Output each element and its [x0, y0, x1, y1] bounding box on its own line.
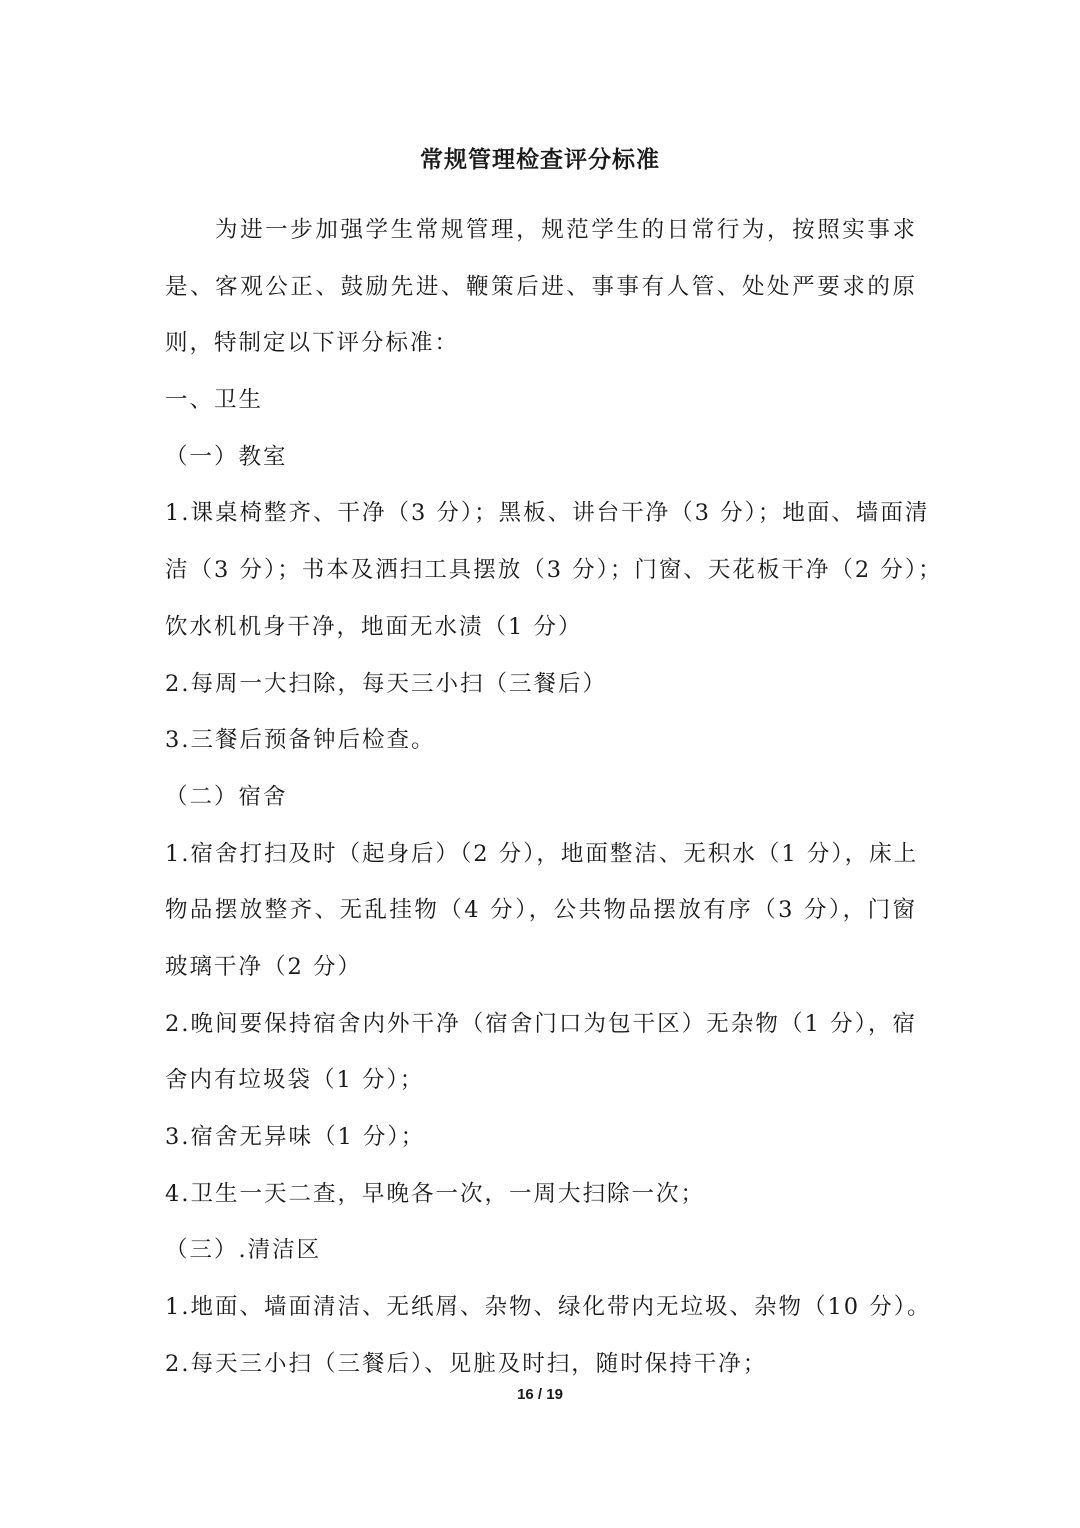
paragraph-line: 则，特制定以下评分标准：	[165, 330, 460, 357]
subsection-heading: （一）教室	[165, 443, 288, 470]
document-body	[165, 202, 943, 1392]
list-item-line: 3.宿舍无异味（1 分）；	[165, 1124, 426, 1150]
page-number: 16 / 19	[517, 1386, 563, 1403]
list-item-line: 2.晚间要保持宿舍内外干净（宿舍门口为包干区）无杂物（1 分），宿	[165, 1010, 917, 1037]
section-heading: 一、卫生	[165, 387, 264, 414]
list-item-line: 1.地面、墙面清洁、无纸屑、杂物、绿化带内无垃圾、杂物（10 分）。	[165, 1294, 932, 1321]
list-item-line: 玻璃干净（2 分）	[165, 953, 362, 980]
subsection-heading: （二）宿舍	[165, 783, 288, 810]
list-item-line: 2.每周一大扫除，每天三小扫（三餐后）	[165, 670, 607, 697]
list-item-line: 4.卫生一天二查，早晚各一次，一周大扫除一次；	[165, 1180, 705, 1207]
list-item-line: 3.三餐后预备钟后检查。	[165, 727, 436, 754]
list-item-line: 物品摆放整齐、无乱挂物（4 分），公共物品摆放有序（3 分），门窗	[165, 897, 917, 924]
list-item-line: 1.课桌椅整齐、干净（3 分）；黑板、讲台干净（3 分）；地面、墙面清	[165, 500, 930, 527]
list-item-line: 饮水机机身干净，地面无水渍（1 分）	[165, 613, 583, 640]
subsection-heading: （三）.清洁区	[165, 1237, 322, 1264]
document-title: 常规管理检查评分标准	[420, 146, 660, 173]
list-item-line: 洁（3 分）；书本及洒扫工具摆放（3 分）；门窗、天花板干净（2 分）；	[165, 557, 943, 584]
list-item-line: 2.每天三小扫（三餐后）、见脏及时扫，随时保持干净；	[165, 1350, 768, 1377]
list-item-line: 1.宿舍打扫及时（起身后）（2 分），地面整洁、无积水（1 分），床上	[165, 840, 919, 867]
paragraph-line: 为进一步加强学生常规管理，规范学生的日常行为，按照实事求	[215, 217, 917, 243]
paragraph-line: 是、客观公正、鼓励先进、鞭策后进、事事有人管、处处严要求的原	[165, 273, 917, 300]
list-item-line: 舍内有垃圾袋（1 分）；	[165, 1067, 425, 1094]
